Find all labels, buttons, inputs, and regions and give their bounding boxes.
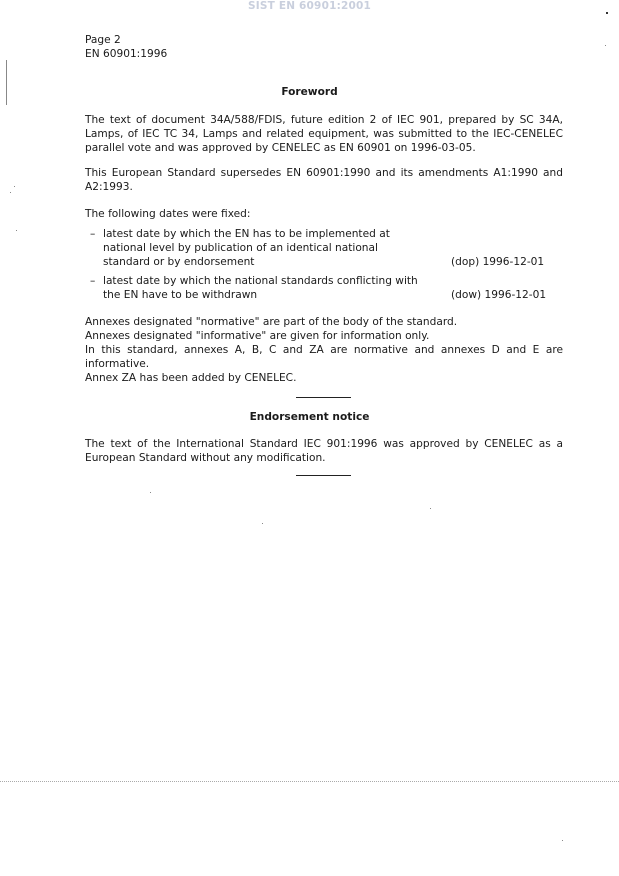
date-item-text: latest date by which the EN has to be implemented at national level by publication of an identical national standard or by endorsement [103, 228, 390, 268]
scan-speck [605, 45, 606, 46]
scan-speck [150, 492, 151, 493]
page-number: Page 2 [85, 34, 121, 46]
foreword-paragraph-1: The text of document 34A/588/FDIS, future edition 2 of IEC 901, prepared by SC 34A, Lamps, of IEC TC 34, Lamps and related equipment, was submitted to the IEC-CENELEC parallel vote and was approved by CENELEC as EN 60901 on 1996-03-05. [85, 114, 563, 154]
dates-intro: The following dates were fixed: [85, 208, 251, 220]
date-item-dop [90, 227, 560, 269]
scan-speck [430, 508, 431, 509]
endorsement-paragraph: The text of the International Standard IEC 901:1996 was approved by CENELEC as a European Standard without any modification. [85, 438, 563, 464]
annex-line: Annexes designated "informative" are given for information only. [85, 330, 430, 342]
annex-notes [85, 315, 563, 385]
list-dash: – [90, 275, 96, 287]
date-item-tag: (dop) 1996-12-01 [451, 256, 545, 268]
scan-speck [262, 523, 263, 524]
date-item-text: latest date by which the national standards conflicting with the EN have to be withdrawn [103, 275, 418, 301]
annex-line: In this standard, annexes A, B, C and ZA are normative and annexes D and E are informative. [85, 344, 563, 370]
scan-edge-line [6, 60, 7, 105]
page-header [85, 33, 167, 61]
section-divider [296, 397, 351, 398]
watermark: SIST EN 60901:2001 [247, 0, 372, 12]
annex-line: Annexes designated "normative" are part of the body of the standard. [85, 316, 458, 328]
foreword-paragraph-2: This European Standard supersedes EN 60901:1990 and its amendments A1:1990 and A2:1993. [85, 167, 563, 193]
annex-line: Annex ZA has been added by CENELEC. [85, 372, 297, 384]
date-item-tag: (dow) 1996-12-01 [451, 289, 547, 301]
scan-speck [562, 840, 563, 841]
scan-artifact-line [0, 781, 619, 782]
scan-speck [606, 12, 608, 14]
standard-number: EN 60901:1996 [85, 48, 168, 60]
date-item-dow [90, 274, 560, 302]
endorsement-title: Endorsement notice [249, 411, 370, 423]
scan-speck [16, 230, 17, 231]
foreword-title: Foreword [281, 86, 338, 98]
scan-speck [10, 192, 11, 193]
list-dash: – [90, 228, 96, 240]
end-divider [296, 475, 351, 476]
scan-speck [14, 186, 15, 187]
